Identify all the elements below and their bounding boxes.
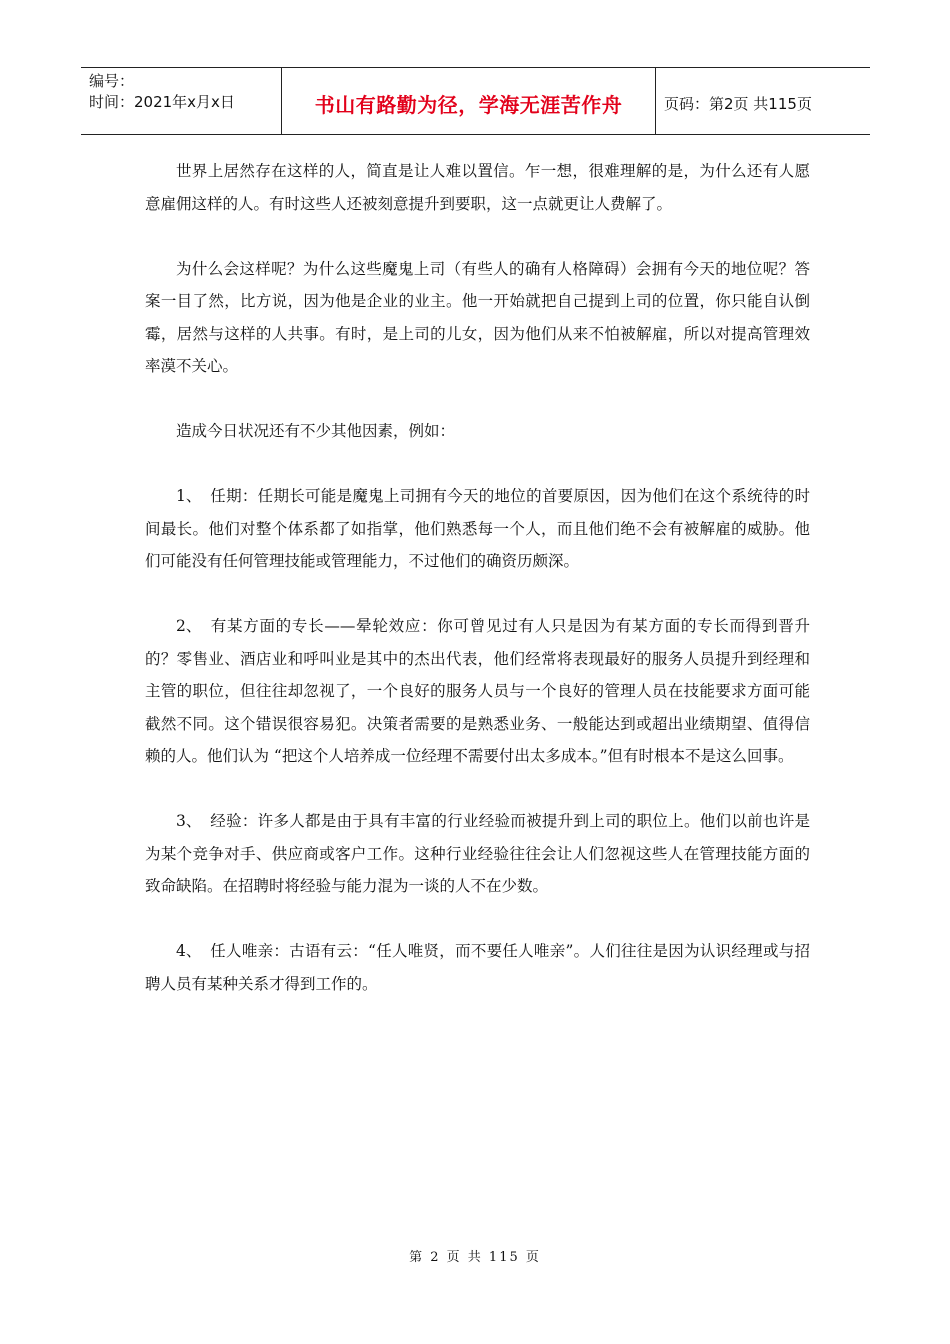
header-meta xyxy=(81,68,282,134)
paragraph xyxy=(145,155,810,220)
list-paragraph xyxy=(145,935,810,1000)
document-body xyxy=(145,155,810,1033)
paragraph-text: 有某方面的专长——晕轮效应：你可曾见过有人只是因为有某方面的专长而得到晋升的？零售业、酒店业和呼叫业是其中的杰出代表，他们经常将表现最好的服务人员提升到经理和主管的职位，但往往却忽视了，一个良好的服务人员与一个良好的管理人员在技能要求方面可能截然不同。这个错误很容易犯。决策者需要的是熟悉业务、一般能达到或超出业绩期望、值得信赖的人。他们认为 “把这个人培养成一位经理不需要付出太多成本。”但有时根本不是这么回事。 xyxy=(145,617,810,765)
header-page-label: 页码：第2页 共115页 xyxy=(664,94,812,113)
time-label: 时间：2021年x月x日 xyxy=(89,93,235,111)
paragraph-text: 任人唯亲：古语有云：“任人唯贤，而不要任人唯亲”。人们往往是因为认识经理或与招聘人员有某种关系才得到工作的。 xyxy=(145,942,810,993)
header-motto: 书山有路勤为径，学海无涯苦作舟 xyxy=(282,68,656,134)
page-footer: 第 2 页 共 115 页 xyxy=(409,1250,541,1265)
list-number: 1、 xyxy=(176,487,202,505)
paragraph-text: 世界上居然存在这样的人，简直是让人难以置信。乍一想，很难理解的是，为什么还有人愿意雇佣这样的人。有时这些人还被刻意提升到要职，这一点就更让人费解了。 xyxy=(145,162,810,213)
document-header xyxy=(81,67,870,135)
list-paragraph xyxy=(145,480,810,578)
list-number: 3、 xyxy=(176,812,202,830)
list-paragraph xyxy=(145,610,810,773)
list-paragraph xyxy=(145,805,810,903)
list-number: 4、 xyxy=(176,942,202,960)
paragraph-text: 为什么会这样呢？为什么这些魔鬼上司（有些人的确有人格障碍）会拥有今天的地位呢？答案一目了然，比方说，因为他是企业的业主。他一开始就把自己提到上司的位置，你只能自认倒霉，居然与这样的人共事。有时，是上司的儿女，因为他们从来不怕被解雇，所以对提高管理效率漠不关心。 xyxy=(145,259,810,375)
paragraph-text: 经验：许多人都是由于具有丰富的行业经验而被提升到上司的职位上。他们以前也许是为某个竞争对手、供应商或客户工作。这种行业经验往往会让人们忽视这些人在管理技能方面的致命缺陷。在招聘时将经验与能力混为一谈的人不在少数。 xyxy=(145,812,810,895)
paragraph-text: 任期：任期长可能是魔鬼上司拥有今天的地位的首要原因，因为他们在这个系统待的时间最长。他们对整个体系都了如指掌，他们熟悉每一个人，而且他们绝不会有被解雇的威胁。他们可能没有任何管理技能或管理能力，不过他们的确资历颇深。 xyxy=(145,487,810,570)
paragraph xyxy=(145,253,810,383)
paragraph xyxy=(145,415,810,448)
list-number: 2、 xyxy=(176,617,202,635)
number-label: 编号： xyxy=(89,72,135,90)
paragraph-text: 造成今日状况还有不少其他因素，例如： xyxy=(176,422,456,440)
